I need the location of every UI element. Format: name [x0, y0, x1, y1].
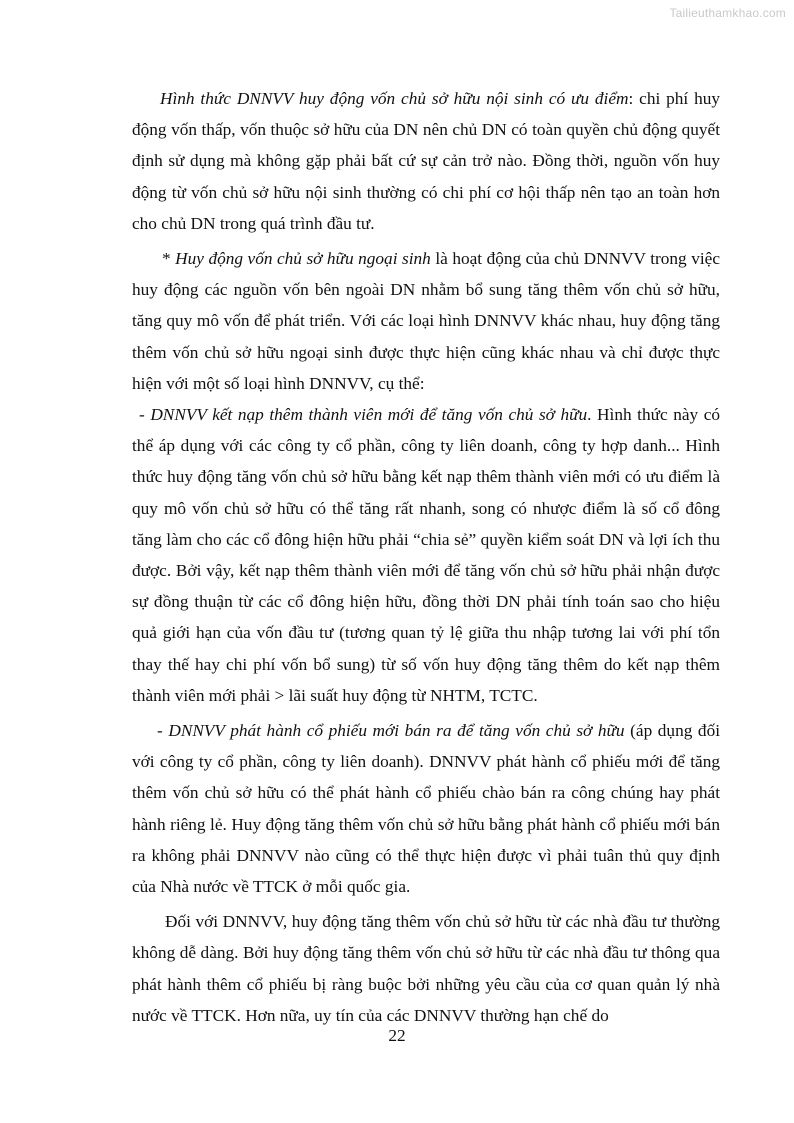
paragraph-lead: Huy động vốn chủ sở hữu ngoại sinh	[175, 249, 431, 269]
paragraph-new-members	[132, 399, 720, 711]
paragraph-external-equity	[132, 243, 720, 399]
paragraph-lead: Hình thức DNNVV huy động vốn chủ sở hữu nội sinh có ưu điểm	[160, 89, 629, 108]
paragraph-lead: DNNVV phát hành cổ phiếu mới bán ra để tăng vốn chủ sở hữu	[168, 721, 625, 741]
paragraph-text: Đối với DNNVV, huy động tăng thêm vốn chủ sở hữu từ các nhà đầu tư thường không dễ dàng. Bởi huy động tăng thêm vốn chủ sở hữu từ các nhà đầu tư thông qua phát hành thêm cổ phiếu bị ràng buộc bởi những yêu cầu của cơ quan quản lý nhà nước về TTCK. Hơn nữa, uy tín của các DNNVV thường hạn chế do	[132, 912, 720, 1025]
paragraph-text: là hoạt động của chủ DNNVV trong việc huy động các nguồn vốn bên ngoài DN nhằm bổ sung tăng thêm vốn chủ sở hữu, tăng quy mô vốn để phát triển. Với các loại hình DNNVV khác nhau, huy động tăng thêm vốn chủ sở hữu ngoại sinh được thực hiện cũng khác nhau và chỉ được thực hiện với một số loại hình DNNVV, cụ thể:	[132, 249, 720, 393]
paragraph-text: . Hình thức này có thể áp dụng với các công ty cổ phần, công ty liên doanh, công ty hợp danh... Hình thức huy động tăng vốn chủ sở hữu bằng kết nạp thêm thành viên mới có ưu điểm là quy mô vốn chủ sở hữu có thể tăng rất nhanh, song có nhược điểm là số cổ đông tăng làm cho các cổ đông hiện hữu phải “chia sẻ” quyền kiểm soát DN và lợi ích thu được. Bởi vậy, kết nạp thêm thành viên mới để tăng vốn chủ sở hữu phải nhận được sự đồng thuận từ các cổ đông hiện hữu, đồng thời DN phải tính toán sao cho hiệu quả giới hạn của vốn đầu tư (tương quan tỷ lệ giữa thu nhập tương lai với phí tổn thay thế hay chi phí vốn bổ sung) từ số vốn huy động tăng thêm do kết nạp thêm thành viên mới phải > lãi suất huy động từ NHTM, TCTC.	[132, 405, 721, 705]
paragraph-text: : chi phí huy động vốn thấp, vốn thuộc sở hữu của DN nên chủ DN có toàn quyền chủ động quyết định sử dụng mà không gặp phải bất cứ sự cản trở nào. Đồng thời, nguồn vốn huy động từ vốn chủ sở hữu nội sinh thường có chi phí cơ hội thấp nên tạo an toàn hơn cho chủ DN trong quá trình đầu tư.	[132, 89, 720, 233]
paragraph-prefix: *	[162, 249, 176, 269]
document-body	[132, 83, 720, 1031]
paragraph-internal-equity	[132, 83, 720, 239]
paragraph-issue-shares	[132, 715, 720, 902]
paragraph-lead: DNNVV kết nạp thêm thành viên mới để tăng vốn chủ sở hữu	[150, 405, 588, 425]
page-number: 22	[388, 1026, 406, 1045]
paragraph-investors	[132, 906, 720, 1031]
paragraph-text: (áp dụng đối với công ty cổ phần, công ty liên doanh). DNNVV phát hành cổ phiếu mới để tăng thêm vốn chủ sở hữu có thể phát hành cổ phiếu chào bán ra công chúng hay phát hành riêng lẻ. Huy động tăng thêm vốn chủ sở hữu bằng phát hành cổ phiếu mới bán ra không phải DNNVV nào cũng có thể thực hiện được vì phải tuân thủ quy định của Nhà nước về TTCK ở mỗi quốc gia.	[132, 721, 721, 897]
site-watermark: Tailieuthamkhao.com	[669, 6, 786, 20]
paragraph-prefix: -	[139, 405, 151, 425]
paragraph-prefix: -	[157, 721, 169, 741]
